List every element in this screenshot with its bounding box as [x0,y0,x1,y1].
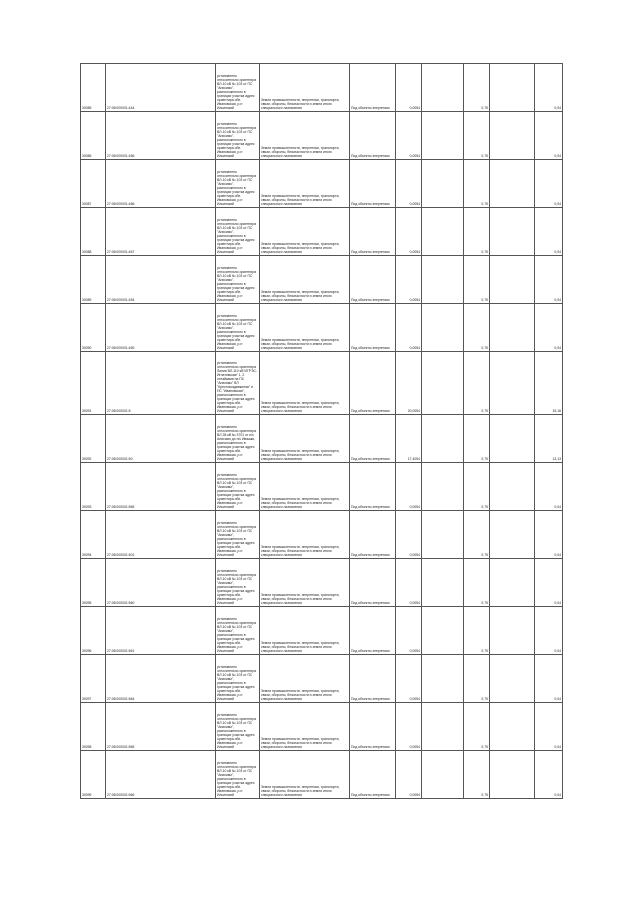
empty-cell [422,703,464,751]
permitted-use-cell: Под объекты энергетики [350,703,396,751]
empty-cell [490,64,535,112]
rate-cell: 0,75 [464,64,490,112]
row-number-cell: 30085 [81,64,106,112]
permitted-use-cell: Под объекты энергетики [350,559,396,607]
empty-cell [490,160,535,208]
area-cell: 0,0054 [396,559,422,607]
empty-cell [490,511,535,559]
land-plot-table [80,63,563,799]
row-number-cell: 30089 [81,256,106,304]
area-cell: 17,4054 [396,415,422,463]
location-description-cell: установлено относительно ориентира ВЛ-10 кВ № 103 от ПС "Анисимо", расположенного в границах участка адрес ориентира обл. Ивановская, р-н Ильинский [216,511,260,559]
land-category-cell: Земли промышленности, энергетики, транспорта, связи, обороны, безопасности и земли иного специального назначения [260,64,350,112]
tax-amount-cell: 0,04 [535,64,563,112]
rate-cell: 0,75 [464,112,490,160]
permitted-use-cell: Под объекты энергетики [350,463,396,511]
row-number-cell: 30095 [81,559,106,607]
rate-cell: 0,75 [464,352,490,415]
row-number-cell: 30091 [81,352,106,415]
table-row [81,655,563,703]
cadastral-number-cell: 27:08:000001:560 [106,559,216,607]
tax-amount-cell: 13,13 [535,415,563,463]
location-description-cell: установлено относительно ориентира ВЛ-10 кВ № 103 от ПС "Анисимо", расположенного в границах участка адрес ориентира обл. Ивановская, р-н Ильинский [216,304,260,352]
empty-cell [422,208,464,256]
cadastral-number-cell: 27:08:000001:467 [106,208,216,256]
table-row [81,463,563,511]
permitted-use-cell: Под объекты энергетики [350,208,396,256]
area-cell: 0,0054 [396,208,422,256]
location-description-cell: установлено относительно ориентира Линия ВЛ-110 кВ"ИГРЭС-Игнатовская" 1, 2 отпайками на ПС "Анисимо" ВЛ "Крестовоздвиженск" и ПС "Ивановская", расположенного в границах участка адрес ориентира обл. Ивановская, р-н Ильинский [216,352,260,415]
cadastral-number-cell: 27:08:000001:561 [106,607,216,655]
row-number-cell: 30097 [81,655,106,703]
empty-cell [490,208,535,256]
tax-amount-cell: 0,04 [535,607,563,655]
empty-cell [490,703,535,751]
table-row [81,208,563,256]
land-category-cell: Земли промышленности, энергетики, транспорта, связи, обороны, безопасности и земли иного специального назначения [260,112,350,160]
empty-cell [422,352,464,415]
permitted-use-cell: Под объекты энергетики [350,751,396,799]
cadastral-number-cell: 27:08:000001:466 [106,160,216,208]
table-row [81,415,563,463]
rate-cell: 0,75 [464,160,490,208]
empty-cell [422,304,464,352]
empty-cell [490,256,535,304]
cadastral-number-cell: 27:08:000001:566 [106,751,216,799]
permitted-use-cell: Под объекты энергетики [350,511,396,559]
table-row [81,304,563,352]
empty-cell [422,160,464,208]
location-description-cell: установлено относительно ориентира ВЛ-10 кВ № 103 от ПС "Анисимо", расположенного в границах участка адрес ориентира обл. Ивановская, р-н Ильинский [216,256,260,304]
cadastral-number-cell: 27:08:000001:564 [106,655,216,703]
table-row [81,64,563,112]
row-number-cell: 30098 [81,703,106,751]
location-description-cell: установлено относительно ориентира ВЛ-10 кВ № 103 от ПС "Анисимо", расположенного в границах участка адрес ориентира обл. Ивановская, р-н Ильинский [216,559,260,607]
row-number-cell: 30088 [81,208,106,256]
empty-cell [490,304,535,352]
land-category-cell: Земли промышленности, энергетики, транспорта, связи, обороны, безопасности и земли иного специального назначения [260,463,350,511]
empty-cell [422,463,464,511]
cadastral-number-cell: 27:08:000001:444 [106,64,216,112]
cadastral-number-cell: 27:08:000001:454 [106,256,216,304]
rate-cell: 0,75 [464,208,490,256]
table-row [81,607,563,655]
land-category-cell: Земли промышленности, энергетики, транспорта, связи, обороны, безопасности и земли иного специального назначения [260,511,350,559]
tax-amount-cell: 15,16 [535,352,563,415]
rate-cell: 0,75 [464,655,490,703]
table-row [81,112,563,160]
empty-cell [422,112,464,160]
empty-cell [490,559,535,607]
permitted-use-cell: Под объекты энергетики [350,607,396,655]
empty-cell [422,415,464,463]
land-category-cell: Земли промышленности, энергетики, транспорта, связи, обороны, безопасности и земли иного специального назначения [260,607,350,655]
tax-amount-cell: 0,04 [535,304,563,352]
area-cell: 0,0054 [396,256,422,304]
land-category-cell: Земли промышленности, энергетики, транспорта, связи, обороны, безопасности и земли иного специального назначения [260,160,350,208]
cadastral-number-cell: 27:08:000001:565 [106,463,216,511]
permitted-use-cell: Под объекты энергетики [350,256,396,304]
rate-cell: 0,75 [464,751,490,799]
area-cell: 0,0054 [396,112,422,160]
empty-cell [422,559,464,607]
permitted-use-cell: Под объекты энергетики [350,160,396,208]
tax-amount-cell: 0,04 [535,559,563,607]
tax-amount-cell: 0,04 [535,463,563,511]
area-cell: 0,0054 [396,304,422,352]
empty-cell [490,463,535,511]
row-number-cell: 30094 [81,511,106,559]
rate-cell: 0,75 [464,256,490,304]
location-description-cell: установлено относительно ориентира ВЛ-10 кВ № 103 от ПС "Анисимо", расположенного в границах участка адрес ориентира обл. Ивановская, р-н Ильинский [216,112,260,160]
rate-cell: 0,75 [464,559,490,607]
area-cell: 0,0054 [396,655,422,703]
location-description-cell: установлено относительно ориентира ВЛ-35 кВ № 3701 от п/с Анисимо до п/с Ивашки, расположенного в границах участка адрес ориентира обл. Ивановская, р-н Ильинский [216,415,260,463]
empty-cell [422,607,464,655]
location-description-cell: установлено относительно ориентира ВЛ-10 кВ № 103 от ПС "Анисимо", расположенного в границах участка адрес ориентира обл. Ивановская, р-н Ильинский [216,655,260,703]
location-description-cell: установлено относительно ориентира ВЛ-10 кВ № 103 от ПС "Анисимо", расположенного в границах участка адрес ориентира обл. Ивановская, р-н Ильинский [216,208,260,256]
permitted-use-cell: Под объекты энергетики [350,415,396,463]
table-row [81,751,563,799]
empty-cell [490,415,535,463]
location-description-cell: установлено относительно ориентира ВЛ-10 кВ № 103 от ПС "Анисимо", расположенного в границах участка адрес ориентира обл. Ивановская, р-н Ильинский [216,463,260,511]
rate-cell: 0,75 [464,607,490,655]
area-cell: 0,0054 [396,511,422,559]
rate-cell: 0,75 [464,511,490,559]
row-number-cell: 30093 [81,463,106,511]
permitted-use-cell: Под объекты энергетики [350,655,396,703]
empty-cell [422,511,464,559]
area-cell: 20,0054 [396,352,422,415]
cadastral-number-cell: 27:08:000001:456 [106,112,216,160]
rate-cell: 0,75 [464,304,490,352]
area-cell: 0,0054 [396,607,422,655]
area-cell: 0,0054 [396,160,422,208]
land-category-cell: Земли промышленности, энергетики, транспорта, связи, обороны, безопасности и земли иного специального назначения [260,208,350,256]
rate-cell: 0,75 [464,463,490,511]
location-description-cell: установлено относительно ориентира ВЛ-10 кВ № 103 от ПС "Анисимо", расположенного в границах участка адрес ориентира обл. Ивановская, р-н Ильинский [216,751,260,799]
row-number-cell: 30096 [81,607,106,655]
row-number-cell: 30087 [81,160,106,208]
tax-amount-cell: 0,04 [535,112,563,160]
row-number-cell: 30092 [81,415,106,463]
tax-amount-cell: 0,04 [535,511,563,559]
empty-cell [422,751,464,799]
row-number-cell: 30099 [81,751,106,799]
empty-cell [422,655,464,703]
cadastral-number-cell: 27:08:000001:501 [106,511,216,559]
permitted-use-cell: Под объекты энергетики [350,352,396,415]
location-description-cell: установлено относительно ориентира ВЛ-10 кВ № 103 от ПС "Анисимо", расположенного в границах участка адрес ориентира обл. Ивановская, р-н Ильинский [216,160,260,208]
area-cell: 0,0054 [396,64,422,112]
empty-cell [422,256,464,304]
table-row [81,256,563,304]
cadastral-number-cell: 27:08:000001:5 [106,352,216,415]
land-category-cell: Земли промышленности, энергетики, транспорта, связи, обороны, безопасности и земли иного специального назначения [260,256,350,304]
rate-cell: 0,75 [464,703,490,751]
table-row [81,160,563,208]
tax-amount-cell: 0,04 [535,751,563,799]
row-number-cell: 30086 [81,112,106,160]
location-description-cell: установлено относительно ориентира ВЛ-10 кВ № 103 от ПС "Анисимо", расположенного в границах участка адрес ориентира обл. Ивановская, р-н Ильинский [216,607,260,655]
area-cell: 0,0054 [396,703,422,751]
permitted-use-cell: Под объекты энергетики [350,64,396,112]
empty-cell [422,64,464,112]
cadastral-number-cell: 27:08:000001:50 [106,415,216,463]
rate-cell: 0,75 [464,415,490,463]
land-category-cell: Земли промышленности, энергетики, транспорта, связи, обороны, безопасности и земли иного специального назначения [260,559,350,607]
empty-cell [490,655,535,703]
tax-amount-cell: 0,04 [535,703,563,751]
land-category-cell: Земли промышленности, энергетики, транспорта, связи, обороны, безопасности и земли иного специального назначения [260,304,350,352]
location-description-cell: установлено относительно ориентира ВЛ-10 кВ № 103 от ПС "Анисимо", расположенного в границах участка адрес ориентира обл. Ивановская, р-н Ильинский [216,64,260,112]
tax-amount-cell: 0,04 [535,655,563,703]
land-category-cell: Земли промышленности, энергетики, транспорта, связи, обороны, безопасности и земли иного специального назначения [260,751,350,799]
land-category-cell: Земли промышленности, энергетики, транспорта, связи, обороны, безопасности и земли иного специального назначения [260,415,350,463]
area-cell: 0,0054 [396,463,422,511]
empty-cell [490,607,535,655]
land-category-cell: Земли промышленности, энергетики, транспорта, связи, обороны, безопасности и земли иного специального назначения [260,655,350,703]
empty-cell [490,112,535,160]
tax-amount-cell: 0,04 [535,160,563,208]
table-row [81,559,563,607]
empty-cell [490,751,535,799]
cadastral-number-cell: 27:08:000001:469 [106,304,216,352]
row-number-cell: 30090 [81,304,106,352]
table-row [81,703,563,751]
empty-cell [490,352,535,415]
tax-amount-cell: 0,04 [535,208,563,256]
table-row [81,352,563,415]
land-category-cell: Земли промышленности, энергетики, транспорта, связи, обороны, безопасности и земли иного специального назначения [260,703,350,751]
area-cell: 0,0054 [396,751,422,799]
table-row [81,511,563,559]
tax-amount-cell: 0,04 [535,256,563,304]
permitted-use-cell: Под объекты энергетики [350,304,396,352]
permitted-use-cell: Под объекты энергетики [350,112,396,160]
cadastral-number-cell: 27:08:000001:565 [106,703,216,751]
location-description-cell: установлено относительно ориентира ВЛ-10 кВ № 103 от ПС "Анисимо", расположенного в границах участка адрес ориентира обл. Ивановская, р-н Ильинский [216,703,260,751]
land-category-cell: Земли промышленности, энергетики, транспорта, связи, обороны, безопасности и земли иного специального назначения [260,352,350,415]
